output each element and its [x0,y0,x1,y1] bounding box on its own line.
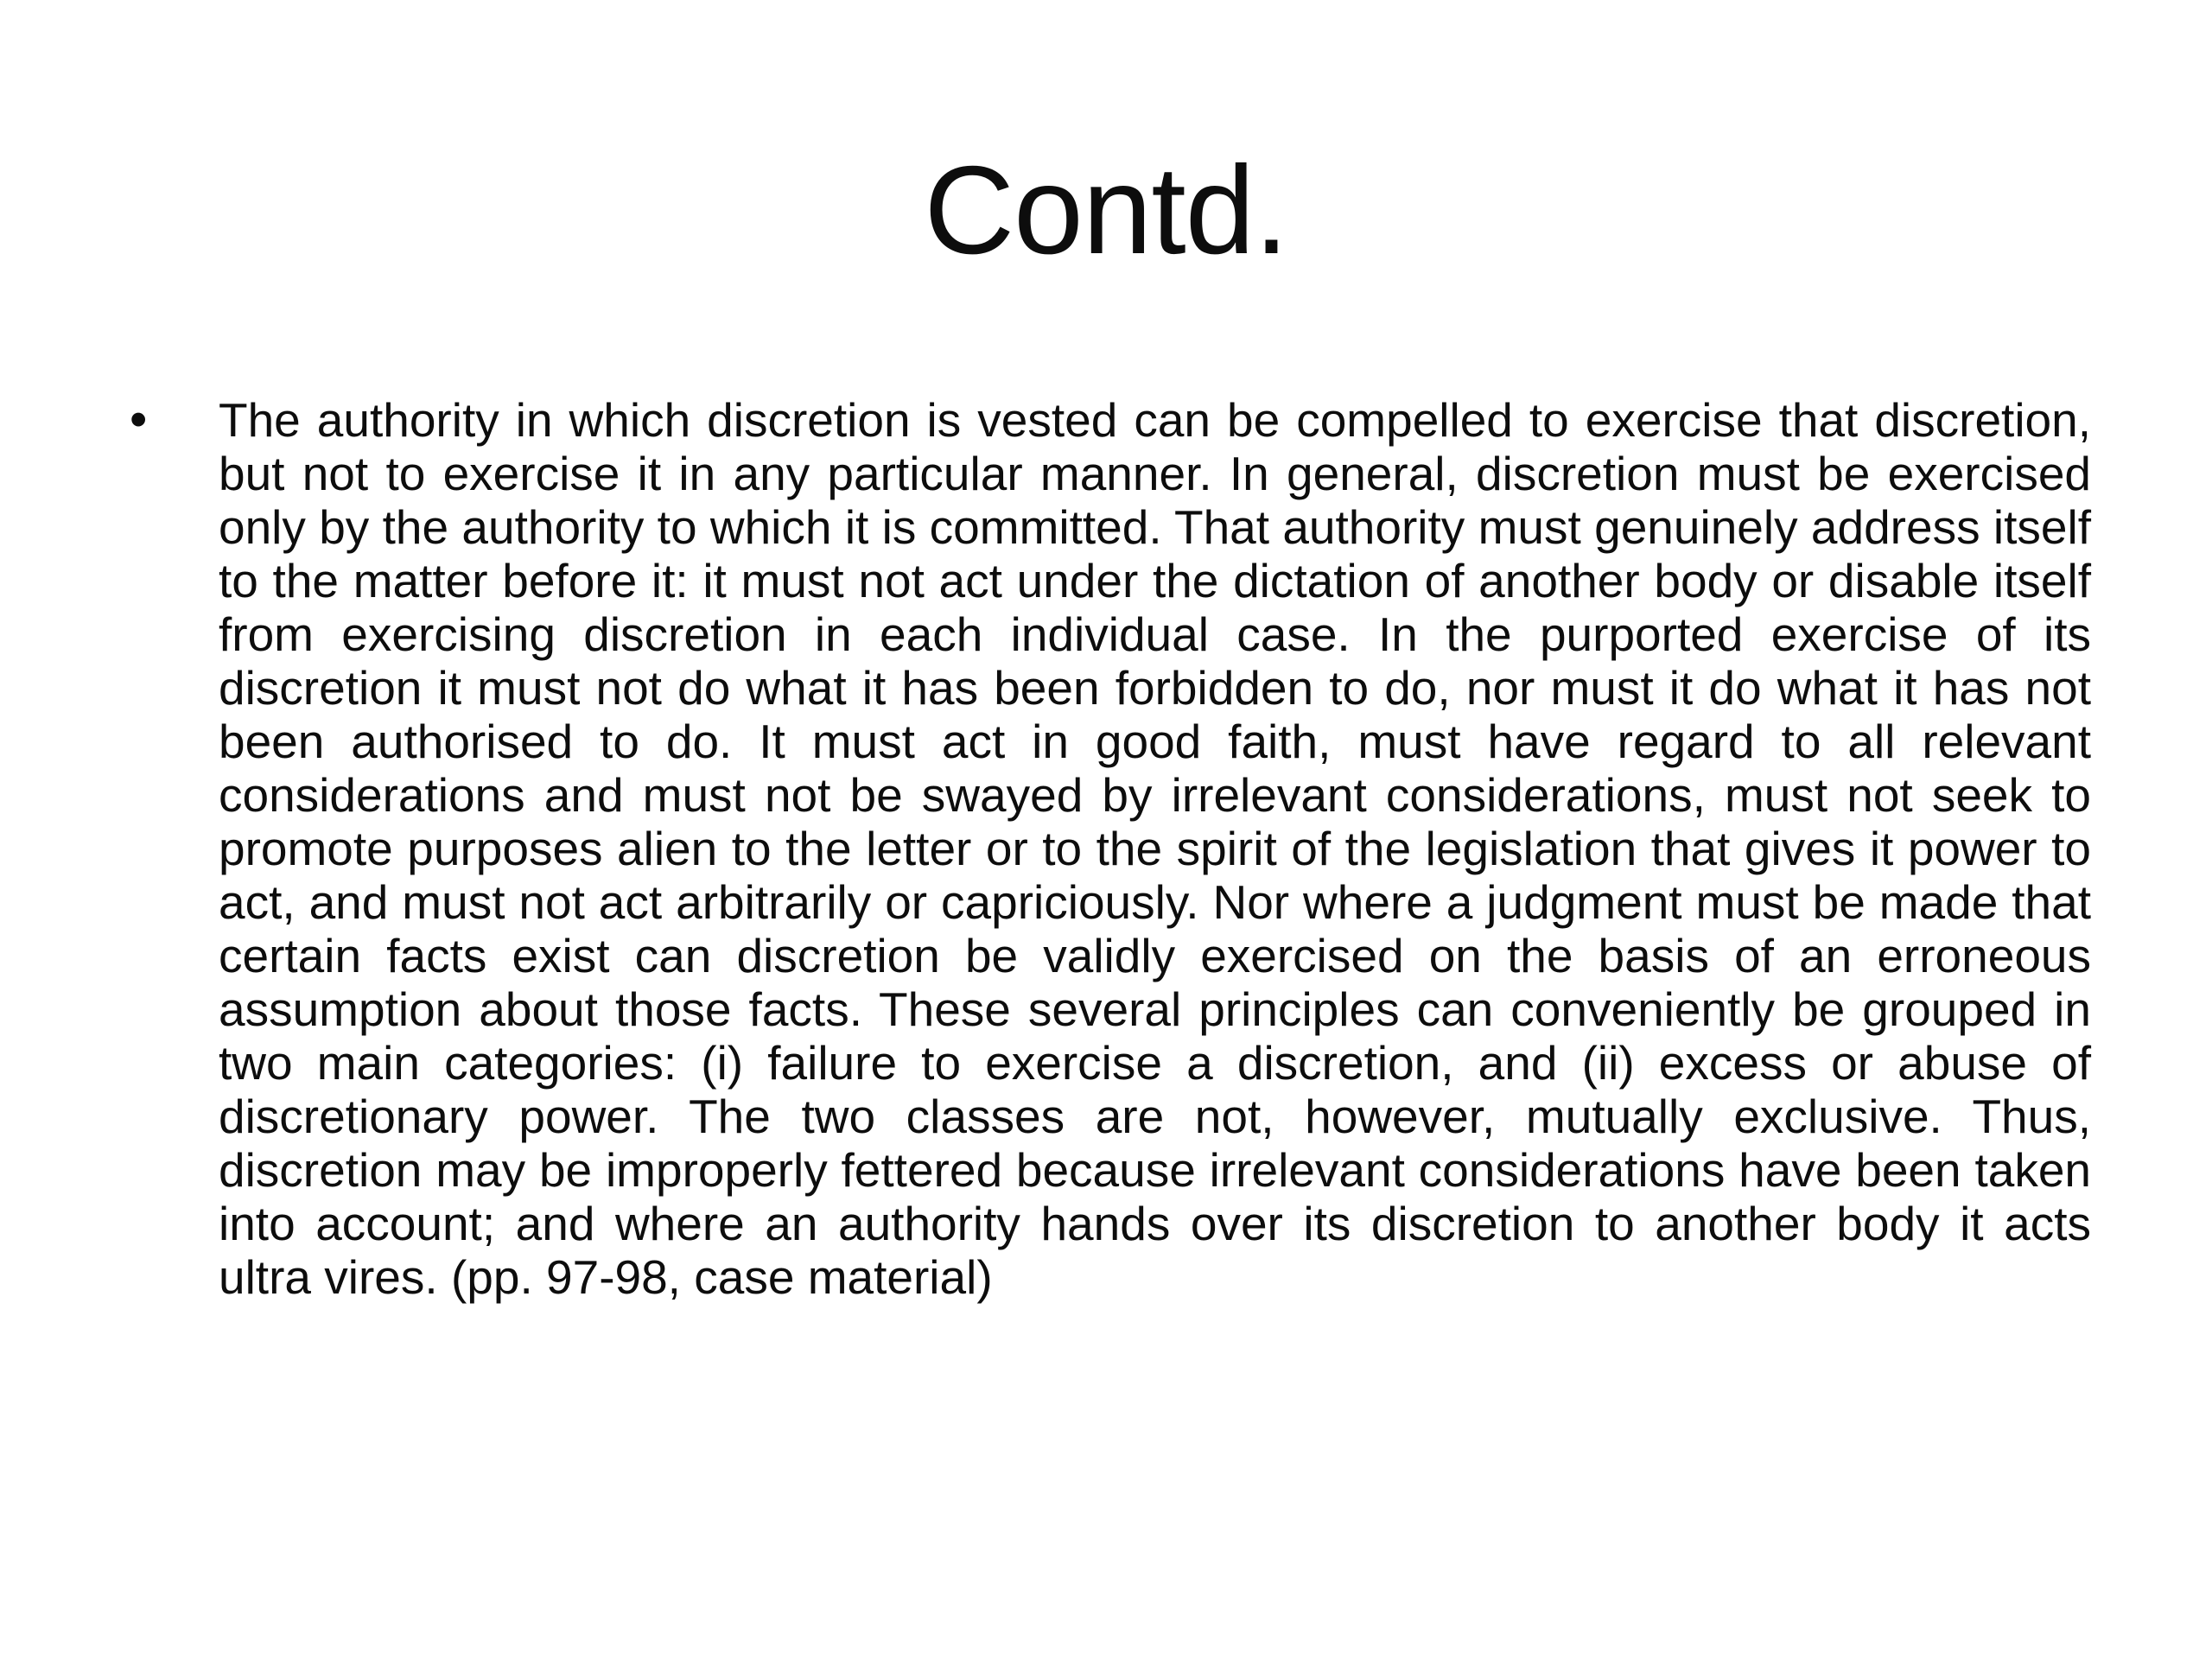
slide-title: Contd. [924,140,1288,280]
bullet-text: The authority in which discretion is vested can be compelled to exercise that discretion, but not to exercise it in any particular manner. In general, discretion must be exercised only by the authority to which it is committed. That authority must genuinely address itself to the matter before it: it must not act under the dictation of another body or disable itself from exercising discretion in each individual case. In the purported exercise of its discretion it must not do what it has been forbidden to do, nor must it do what it has not been authorised to do. It must act in good faith, must have regard to all relevant considerations and must not be swayed by irrelevant considerations, must not seek to promote purposes alien to the letter or to the spirit of the legislation that gives it power to act, and must not act arbitrarily or capriciously. Nor where a judgment must be made that certain facts exist can discretion be validly exercised on the basis of an erroneous assumption about those facts. These several principles can conveniently be grouped in two main categories: (i) failure to exercise a discretion, and (ii) excess or abuse of discretionary power. The two classes are not, however, mutually exclusive. Thus, discretion may be improperly fettered because irrelevant considerations have been taken into account; and where an authority hands over its discretion to another body it acts ultra vires. (pp. 97-98, case material) [219,393,2091,1304]
bullet-list [130,393,2091,1304]
bullet-item [130,393,2091,1304]
bullet-marker: • [130,391,148,448]
